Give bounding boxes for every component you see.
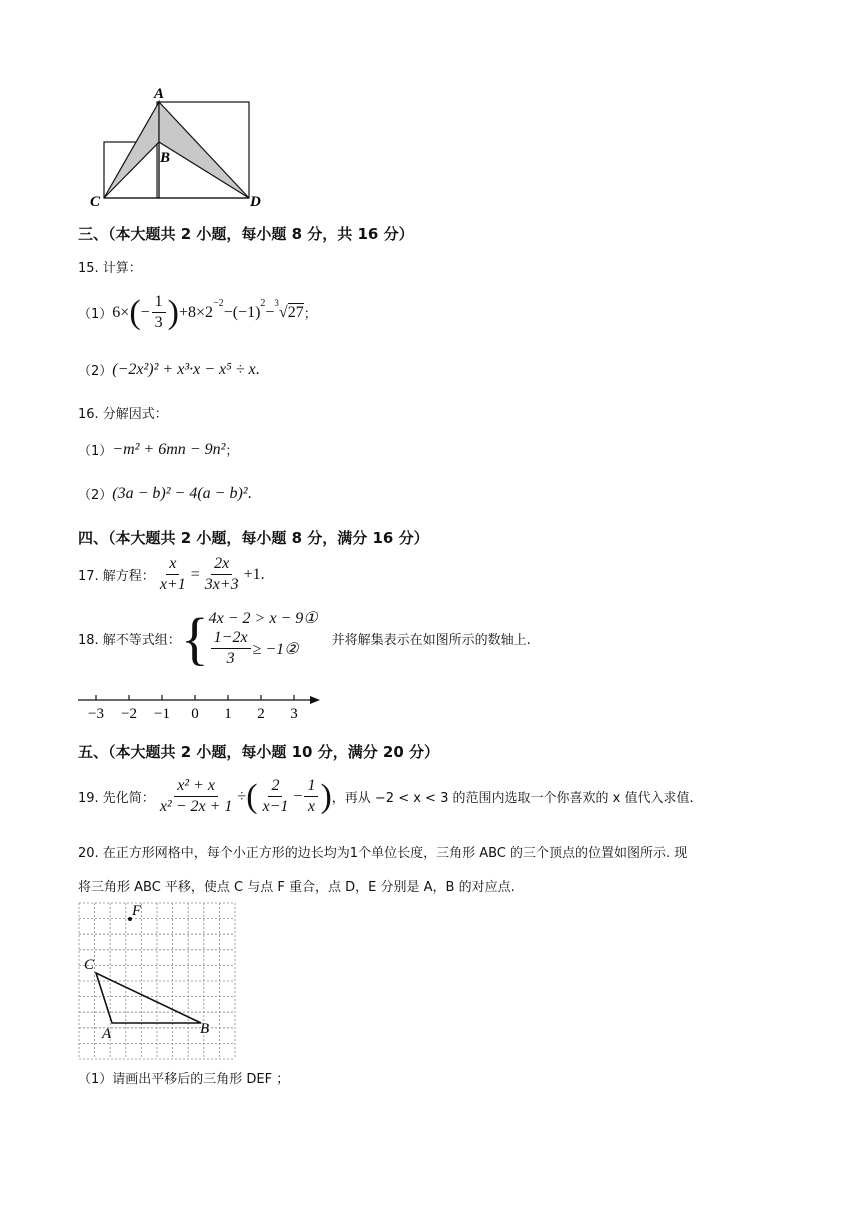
q20-line1: 20. 在正方形网格中，每个小正方形的边长均为1个单位长度，三角形 ABC 的三个顶点的位置如图所示. 现 bbox=[78, 846, 688, 861]
tail: +1. bbox=[243, 565, 265, 583]
grid-figure bbox=[78, 902, 238, 1060]
paren: ) bbox=[167, 293, 179, 331]
section-title-5: 五、（本大题共 2 小题，每小题 10 分，满分 20 分） bbox=[78, 743, 440, 761]
inequality-1: 4x − 2 > x − 9① bbox=[208, 610, 318, 627]
part-label: （2） bbox=[78, 364, 113, 379]
tick-label: 3 bbox=[290, 706, 298, 722]
q20-line2: 将三角形 ABC 平移，使点 C 与点 F 重合，点 D，E 分别是 A，B 的对应点. bbox=[78, 880, 515, 895]
radicand: 27 bbox=[287, 304, 304, 321]
q18 bbox=[78, 605, 531, 671]
exponent: −2 bbox=[213, 298, 224, 309]
label-c: C bbox=[84, 957, 95, 973]
semicolon: ； bbox=[225, 444, 239, 459]
period: . bbox=[247, 484, 252, 502]
tick-label: 0 bbox=[191, 706, 199, 722]
fraction-left: $\frac{x}{x+1}$ bbox=[159, 555, 186, 593]
expr-seg: +8×2 bbox=[179, 303, 214, 321]
q20-part1: （1）请画出平移后的三角形 DEF ； bbox=[78, 1072, 290, 1087]
label-a: A bbox=[102, 1026, 112, 1042]
q16-part2 bbox=[78, 484, 252, 503]
q15-part1 bbox=[78, 292, 317, 333]
expr-seg: 6× bbox=[112, 303, 130, 321]
expression: (−2x²)² + x³·x − x⁵ ÷ x bbox=[112, 360, 256, 378]
q16-part1 bbox=[78, 440, 238, 459]
fraction-3: $\frac{1}{x}$ bbox=[304, 776, 318, 817]
expression: (3a − b)² − 4(a − b)² bbox=[112, 484, 248, 502]
part-label: （1） bbox=[78, 444, 113, 459]
fraction: $\frac{1}{3}$ bbox=[152, 292, 166, 333]
semicolon: ； bbox=[303, 307, 317, 322]
rest: ≥ −1② bbox=[252, 640, 299, 658]
fraction-right: $\frac{2x}{3x+3}$ bbox=[204, 555, 239, 593]
q18-label: 18. 解不等式组： bbox=[78, 633, 181, 648]
period: . bbox=[255, 360, 260, 378]
expr-seg: −(−1) bbox=[223, 303, 261, 321]
q18-tail: 并将解集表示在如图所示的数轴上. bbox=[331, 633, 531, 648]
label-d: D bbox=[250, 194, 261, 210]
paren: ( bbox=[129, 293, 141, 331]
inequality-system bbox=[209, 608, 318, 669]
minus: − bbox=[293, 787, 303, 805]
number-line bbox=[76, 692, 326, 722]
q17 bbox=[78, 554, 265, 595]
q15-label: 15. 计算： bbox=[78, 261, 142, 276]
geometry-figure bbox=[80, 82, 280, 210]
equals: = bbox=[190, 565, 200, 583]
q19-label: 19. 先化简： bbox=[78, 791, 155, 806]
fraction-1: $\frac{\text{x² + x}}{\text{x² − 2x + 1}}$ bbox=[159, 777, 233, 815]
q15-part2 bbox=[78, 360, 260, 379]
q16-label: 16. 分解因式： bbox=[78, 407, 168, 422]
section-title-3: 三、（本大题共 2 小题，每小题 8 分，共 16 分） bbox=[78, 225, 414, 243]
inequality-2 bbox=[209, 628, 318, 669]
tick-label: 1 bbox=[224, 706, 232, 722]
tick-label: 2 bbox=[257, 706, 265, 722]
label-b: B bbox=[160, 150, 171, 166]
tick-label: −2 bbox=[121, 706, 137, 722]
expr-seg: − bbox=[265, 303, 275, 321]
q19 bbox=[78, 776, 694, 817]
paren: ( bbox=[246, 777, 258, 815]
tick-label: −3 bbox=[88, 706, 104, 722]
root-index: 3 bbox=[274, 298, 279, 308]
fraction: $\frac{1-2x}{3}$ bbox=[211, 628, 251, 669]
part-label: （2） bbox=[78, 488, 113, 503]
section-title-4: 四、（本大题共 2 小题，每小题 8 分，满分 16 分） bbox=[78, 529, 429, 547]
q19-tail: ，再从 −2 < x < 3 的范围内选取一个你喜欢的 x 值代入求值. bbox=[331, 791, 694, 806]
label-f: F bbox=[132, 903, 142, 919]
minus: − bbox=[140, 303, 150, 321]
tick-label: −1 bbox=[154, 706, 170, 722]
fraction-2: $\frac{2}{x-1}$ bbox=[262, 777, 289, 815]
label-a: A bbox=[154, 86, 165, 102]
label-b: B bbox=[200, 1021, 210, 1037]
divide: ÷ bbox=[237, 787, 247, 805]
part-label: （1） bbox=[78, 307, 113, 322]
expression: −m² + 6mn − 9n² bbox=[112, 440, 226, 458]
label-c: C bbox=[90, 194, 101, 210]
q17-label: 17. 解方程： bbox=[78, 569, 155, 584]
paren: ) bbox=[320, 777, 332, 815]
radical: √ bbox=[278, 303, 288, 321]
brace: { bbox=[180, 605, 209, 671]
exponent: 2 bbox=[260, 298, 266, 309]
